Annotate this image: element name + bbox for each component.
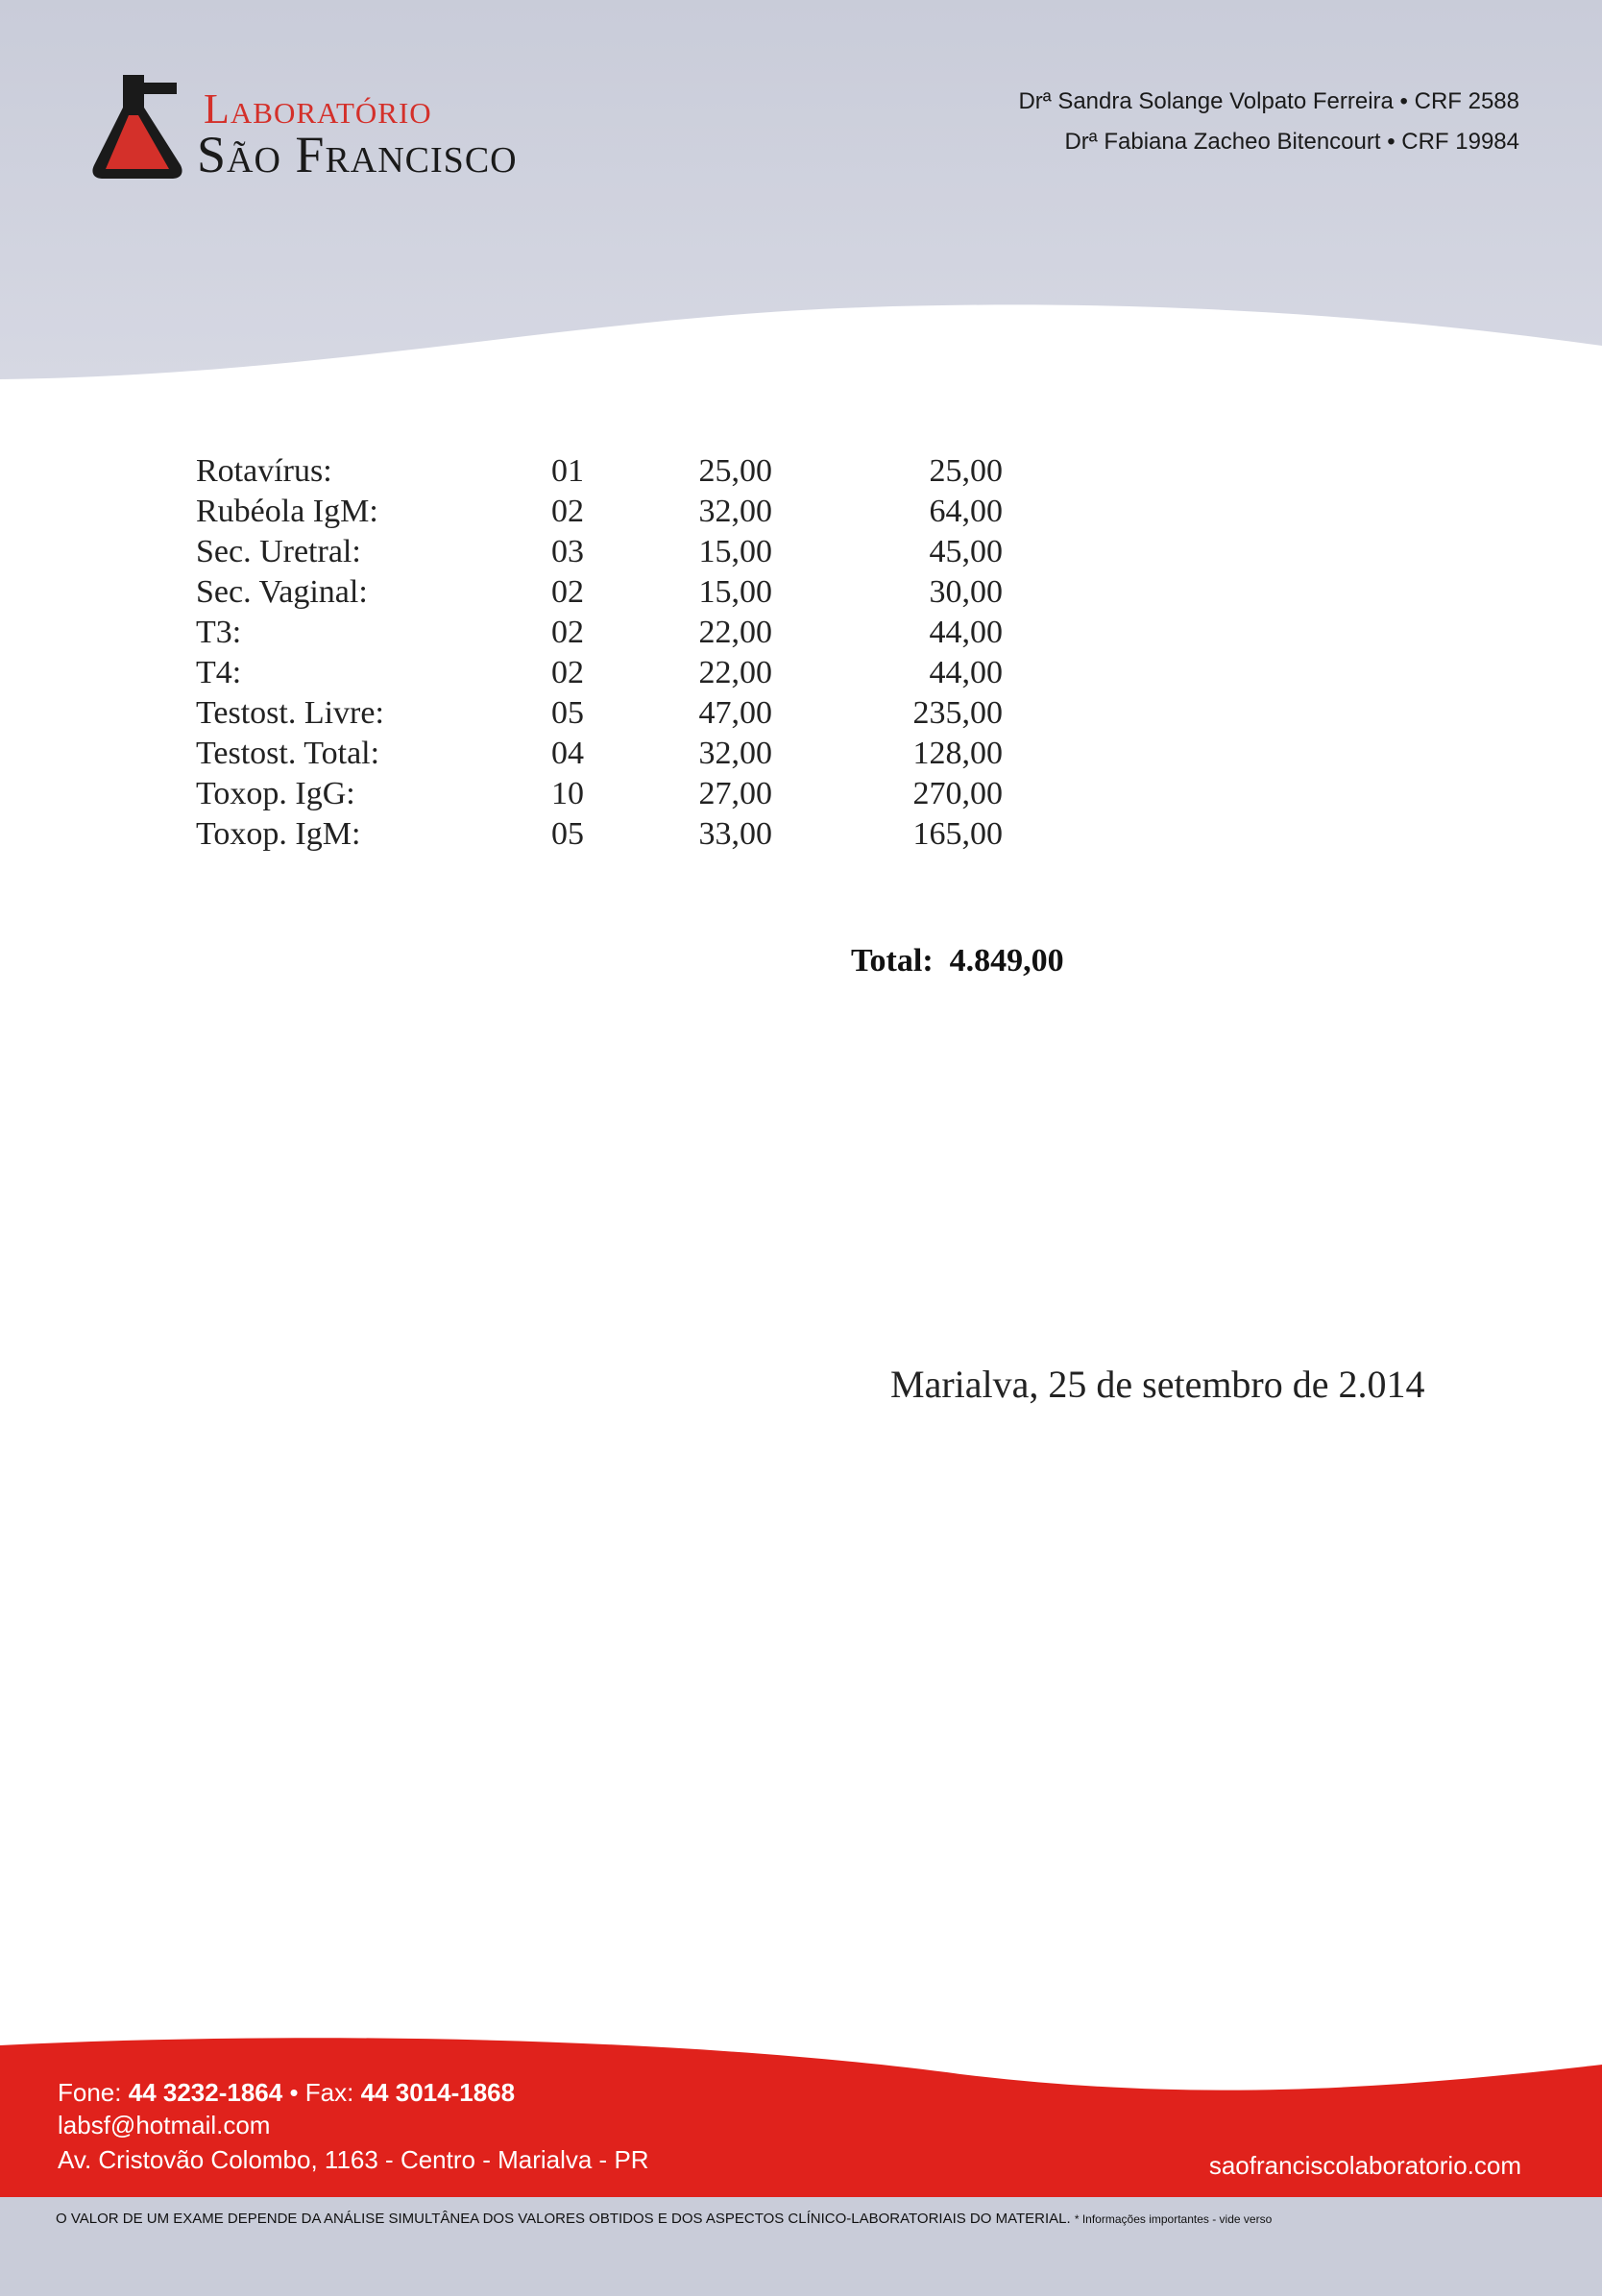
exam-unit-price: 15,00 [698, 574, 772, 610]
exam-name: Sec. Uretral: [196, 534, 361, 569]
exam-line-total: 270,00 [912, 776, 1003, 811]
exam-name: Sec. Vaginal: [196, 574, 368, 610]
exam-quantity: 05 [551, 695, 584, 731]
exam-unit-price: 33,00 [698, 816, 772, 852]
fax-number: 44 3014-1868 [360, 2078, 516, 2107]
exam-unit-price: 32,00 [698, 494, 772, 529]
exam-name: Toxop. IgG: [196, 776, 355, 811]
exam-row [196, 693, 1156, 734]
exam-unit-price: 47,00 [698, 695, 772, 731]
exam-row [196, 572, 1156, 613]
footer-email: labsf@hotmail.com [58, 2111, 271, 2139]
exam-row [196, 653, 1156, 693]
total-label: Total: [851, 943, 934, 979]
exam-unit-price: 27,00 [698, 776, 772, 811]
doctor-credential-1: Drª Sandra Solange Volpato Ferreira • CRF 2588 [1018, 88, 1519, 114]
exam-name: T3: [196, 615, 242, 650]
exam-row [196, 532, 1156, 572]
total-value: 4.849,00 [949, 943, 1064, 979]
exam-quantity: 02 [551, 655, 584, 690]
exam-quantity: 05 [551, 816, 584, 852]
exam-line-total: 30,00 [929, 574, 1003, 610]
exam-name: Rotavírus: [196, 453, 332, 489]
logo-title-line2: São Francisco [197, 126, 518, 183]
doctor-credential-2: Drª Fabiana Zacheo Bitencourt • CRF 19984 [1064, 129, 1519, 155]
exam-quantity: 02 [551, 494, 584, 529]
exam-line-total: 128,00 [912, 736, 1003, 771]
exam-line-total: 64,00 [929, 494, 1003, 529]
exam-row [196, 814, 1156, 855]
exam-price-table [196, 451, 1156, 855]
exam-row [196, 492, 1156, 532]
phone-label: Fone: [58, 2078, 122, 2107]
phone-number: 44 3232-1864 [128, 2078, 283, 2107]
footer-website: saofranciscolaboratorio.com [1208, 2151, 1521, 2180]
place-and-date: Marialva, 25 de setembro de 2.014 [890, 1363, 1425, 1406]
exam-quantity: 02 [551, 574, 584, 610]
exam-unit-price: 32,00 [698, 736, 772, 771]
exam-name: Testost. Livre: [196, 695, 384, 731]
exam-quantity: 03 [551, 534, 584, 569]
exam-row [196, 734, 1156, 774]
disclaimer-text: O VALOR DE UM EXAME DEPENDE DA ANÁLISE SIMULTÂNEA DOS VALORES OBTIDOS E DOS ASPECTOS CLÍNICO-LABORATORIAIS DO MATERIAL. [56, 2211, 1071, 2227]
fax-label: Fax: [304, 2078, 354, 2107]
exam-name: T4: [196, 655, 242, 690]
exam-unit-price: 22,00 [698, 615, 772, 650]
exam-quantity: 04 [551, 736, 584, 771]
footer-disclaimer [56, 2211, 1272, 2227]
exam-quantity: 10 [551, 776, 584, 811]
exam-row [196, 451, 1156, 492]
exam-line-total: 45,00 [929, 534, 1003, 569]
footer-address: Av. Cristovão Colombo, 1163 - Centro - Marialva - PR [58, 2145, 649, 2174]
footer-phone-fax: Fone: 44 3232-1864 • Fax: 44 3014-1868 [58, 2078, 516, 2107]
exam-line-total: 44,00 [929, 615, 1003, 650]
exam-unit-price: 22,00 [698, 655, 772, 690]
exam-line-total: 235,00 [912, 695, 1003, 731]
exam-quantity: 01 [551, 453, 584, 489]
exam-line-total: 25,00 [929, 453, 1003, 489]
exam-line-total: 165,00 [912, 816, 1003, 852]
exam-unit-price: 15,00 [698, 534, 772, 569]
exam-unit-price: 25,00 [698, 453, 772, 489]
disclaimer-note: * Informações importantes - vide verso [1074, 2212, 1273, 2226]
exam-line-total: 44,00 [929, 655, 1003, 690]
grand-total [851, 943, 1064, 979]
exam-name: Toxop. IgM: [196, 816, 361, 852]
exam-name: Testost. Total: [196, 736, 380, 771]
logo-title-line1: Laboratório [204, 85, 432, 133]
exam-name: Rubéola IgM: [196, 494, 378, 529]
exam-row [196, 774, 1156, 814]
flask-logo-icon [85, 69, 190, 182]
exam-row [196, 613, 1156, 653]
header-background [0, 0, 1602, 403]
exam-quantity: 02 [551, 615, 584, 650]
